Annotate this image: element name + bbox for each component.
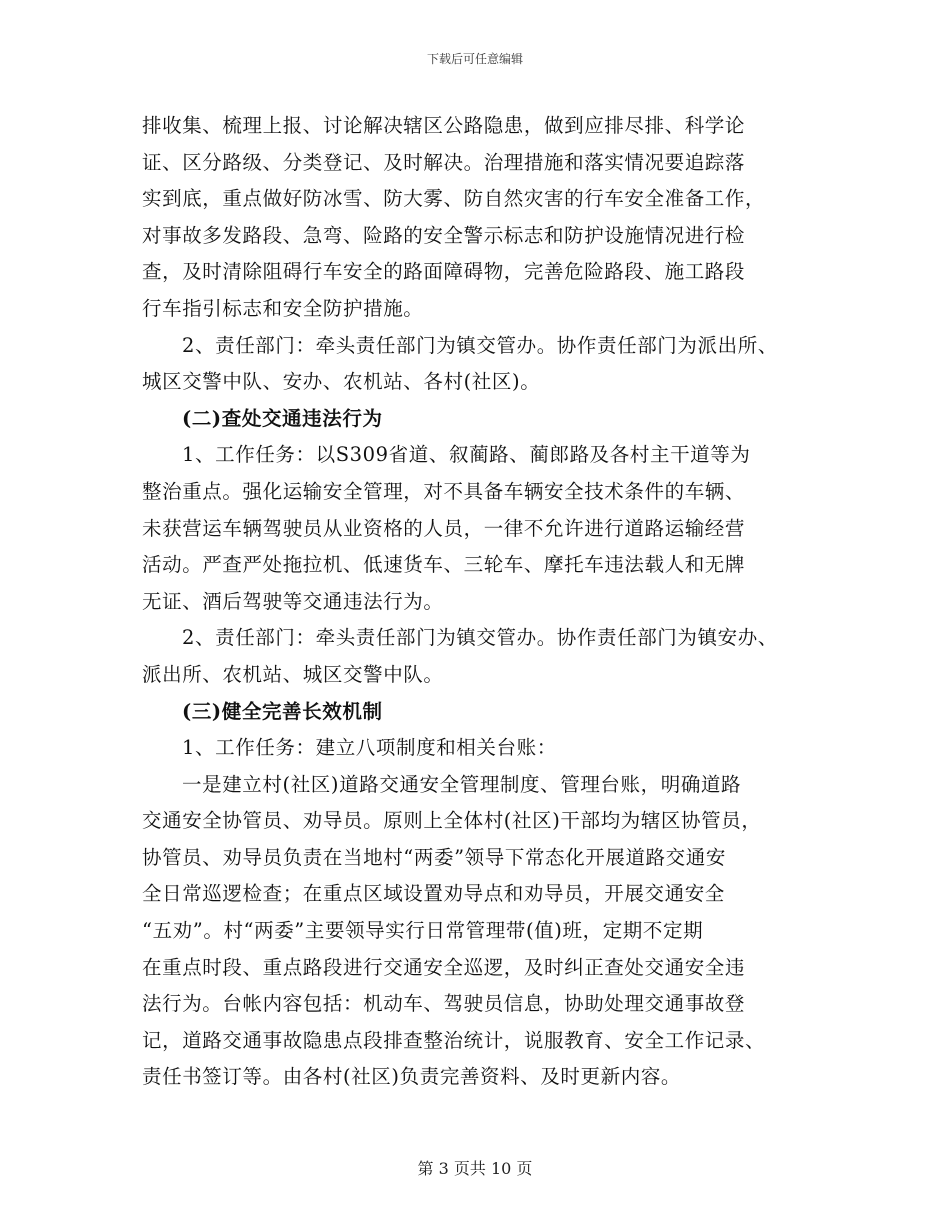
paragraph-line: 1、工作任务：以S309省道、叙蔺路、蔺郎路及各村主干道等为 — [182, 443, 751, 467]
paragraph-line: “五劝”。村“两委”主要领导实行日常管理带(值)班，定期不定期 — [142, 919, 704, 943]
paragraph-line: 实到底，重点做好防冰雪、防大雾、防自然灾害的行车安全准备工作， — [142, 187, 766, 211]
paragraph-line: 协管员、劝导员负责在当地村“两委”领导下常态化开展道路交通安 — [142, 845, 726, 869]
page-footer: 第 3 页共 10 页 — [417, 1159, 533, 1178]
paragraph-line: 对事故多发路段、急弯、险路的安全警示标志和防护设施情况进行检 — [142, 223, 746, 247]
paragraph-line: 整治重点。强化运输安全管理，对不具备车辆安全技术条件的车辆、 — [142, 479, 746, 503]
paragraph-line: 责任书签订等。由各村(社区)负责完善资料、及时更新内容。 — [142, 1065, 682, 1089]
paragraph-line: 排收集、梳理上报、讨论解决辖区公路隐患，做到应排尽排、科学论 — [142, 114, 746, 137]
paragraph-line: 在重点时段、重点路段进行交通安全巡逻，及时纠正查处交通安全违 — [142, 955, 746, 979]
paragraph-line: 查，及时清除阻碍行车安全的路面障碍物，完善危险路段、施工路段 — [142, 260, 746, 284]
paragraph-line: 活动。严查严处拖拉机、低速货车、三轮车、摩托车违法载人和无牌 — [142, 553, 746, 577]
paragraph-line: 无证、酒后驾驶等交通违法行为。 — [142, 589, 444, 613]
paragraph-line: 城区交警中队、安办、农机站、各村(社区)。 — [142, 370, 541, 394]
paragraph-line: 交通安全协管员、劝导员。原则上全体村(社区)干部均为辖区协管员， — [142, 809, 762, 833]
paragraph-line: 派出所、农机站、城区交警中队。 — [142, 662, 444, 686]
paragraph-line: 2、责任部门：牵头责任部门为镇交管办。协作责任部门为派出所、 — [182, 333, 778, 357]
paragraph-line: 记，道路交通事故隐患点段排查整治统计，说服教育、安全工作记录、 — [142, 1028, 766, 1052]
paragraph-line: 未获营运车辆驾驶员从业资格的人员，一律不允许进行道路运输经营 — [142, 516, 746, 540]
section-heading: (三)健全完善长效机制 — [182, 699, 383, 723]
document-body — [142, 108, 832, 1096]
paragraph-line: 1、工作任务：建立八项制度和相关台账： — [182, 736, 557, 760]
paragraph-line: 一是建立村(社区)道路交通安全管理制度、管理台账，明确道路 — [182, 772, 742, 796]
paragraph-line: 证、区分路级、分类登记、及时解决。治理措施和落实情况要追踪落 — [142, 150, 746, 174]
paragraph-line: 全日常巡逻检查；在重点区域设置劝导点和劝导员，开展交通安全 — [142, 882, 725, 906]
paragraph-line: 法行为。台帐内容包括：机动车、驾驶员信息，协助处理交通事故登 — [142, 992, 746, 1016]
paragraph-line: 行车指引标志和安全防护措施。 — [142, 296, 424, 320]
section-heading: (二)查处交通违法行为 — [182, 406, 383, 430]
paragraph-line: 2、责任部门：牵头责任部门为镇交管办。协作责任部门为镇安办、 — [182, 626, 778, 650]
page-header: 下载后可任意编辑 — [426, 52, 523, 66]
